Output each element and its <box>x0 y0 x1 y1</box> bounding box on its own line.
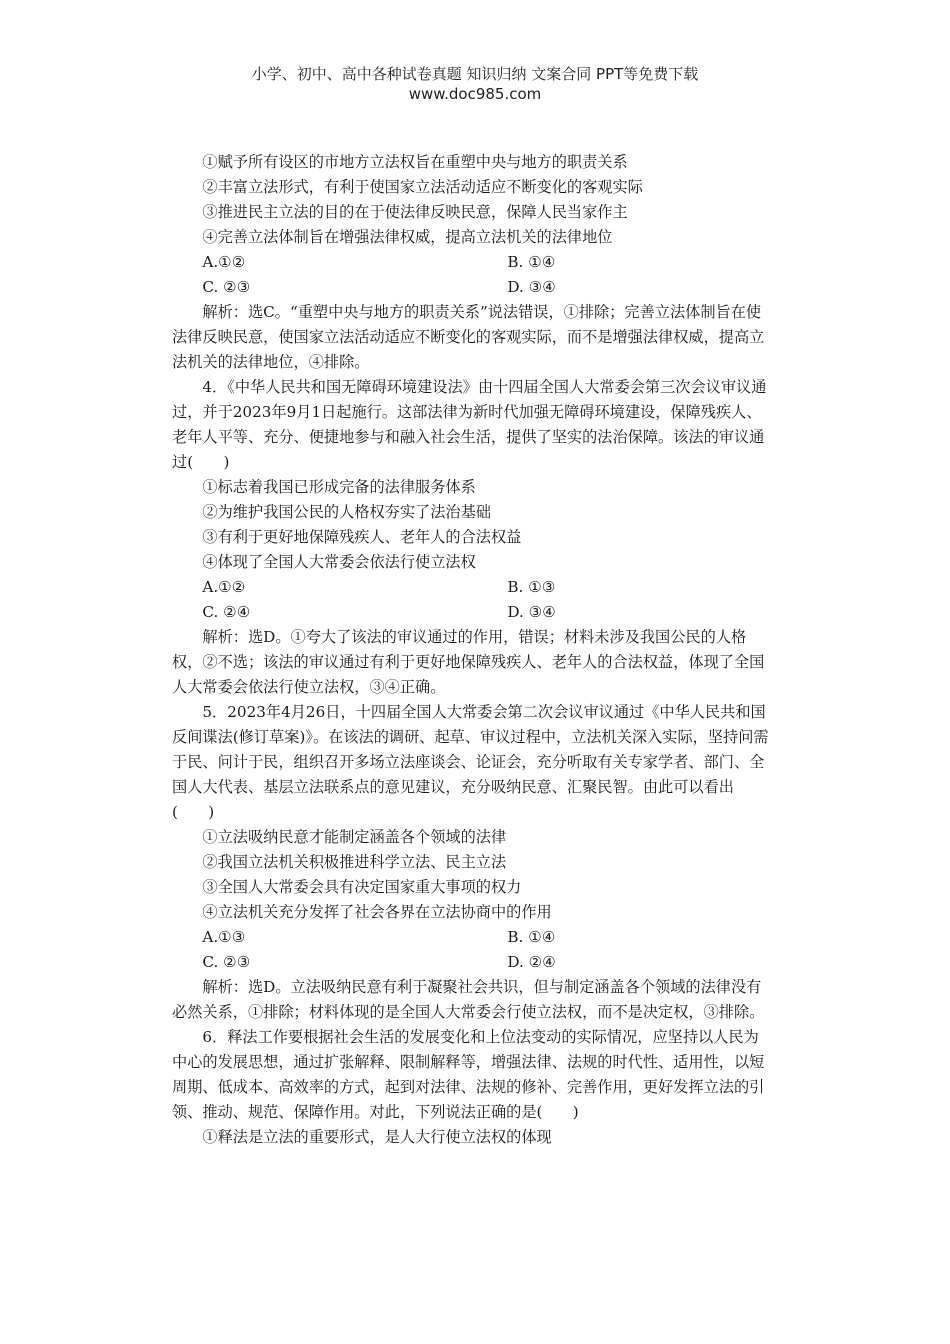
q3-option-1: ①赋予所有设区的市地方立法权旨在重塑中央与地方的职责关系 <box>202 153 628 171</box>
document-body <box>172 150 772 1150</box>
question-4 <box>172 375 772 700</box>
q5-choices-row-1 <box>172 925 772 950</box>
header-site-url: www.doc985.com <box>408 85 542 103</box>
q5-choices-row-2 <box>172 950 772 975</box>
q4-choice-b: B. ①③ <box>507 578 556 596</box>
question-3 <box>172 150 772 375</box>
q3-choice-c: C. ②③ <box>202 278 251 296</box>
q4-option-1: ①标志着我国已形成完备的法律服务体系 <box>202 478 476 496</box>
q4-choices-row-1 <box>172 575 772 600</box>
q5-option-2: ②我国立法机关积极推进科学立法、民主立法 <box>202 853 507 871</box>
q5-choice-b: B. ①④ <box>507 928 556 946</box>
q5-analysis: 解析：选D。立法吸纳民意有利于凝聚社会共识，但与制定涵盖各个领域的法律没有必然关系，①排除；材料体现的是全国人大常委会行使立法权，而不是决定权，③排除。 <box>172 978 765 1021</box>
q3-analysis: 解析：选C。“重塑中央与地方的职责关系”说法错误，①排除；完善立法体制旨在使法律反映民意，使国家立法活动适应不断变化的客观实际，而不是增强法律权威，提高立法机关的法律地位，④排除。 <box>172 303 765 371</box>
q5-choice-c: C. ②③ <box>202 953 251 971</box>
q4-option-2: ②为维护我国公民的人格权夯实了法治基础 <box>202 503 491 521</box>
q4-option-3: ③有利于更好地保障残疾人、老年人的合法权益 <box>202 528 522 546</box>
q5-option-4: ④立法机关充分发挥了社会各界在立法协商中的作用 <box>202 903 552 921</box>
q3-option-2: ②丰富立法形式，有利于使国家立法活动适应不断变化的客观实际 <box>202 178 643 196</box>
q4-choices-row-2 <box>172 600 772 625</box>
q3-choice-d: D. ③④ <box>507 278 556 296</box>
q3-choices-row-2 <box>172 275 772 300</box>
q4-choice-d: D. ③④ <box>507 603 556 621</box>
q3-choice-b: B. ①④ <box>507 253 556 271</box>
q4-option-4: ④体现了全国人大常委会依法行使立法权 <box>202 553 476 571</box>
q3-option-3: ③推进民主立法的目的在于使法律反映民意，保障人民当家作主 <box>202 203 628 221</box>
q5-option-1: ①立法吸纳民意才能制定涵盖各个领域的法律 <box>202 828 507 846</box>
question-6 <box>172 1025 772 1150</box>
q5-choice-d: D. ②④ <box>507 953 556 971</box>
q3-option-4: ④完善立法体制旨在增强法律权威，提高立法机关的法律地位 <box>202 228 613 246</box>
q6-stem: 6．释法工作要根据社会生活的发展变化和上位法变动的实际情况，应坚持以人民为中心的发展思想，通过扩张解释、限制解释等，增强法律、法规的时代性、适用性，以短周期、低成本、高效率的方式，起到对法律、法规的修补、完善作用，更好发挥立法的引领、推动、规范、保障作用。对此，下列说法正确的是( ) <box>172 1028 765 1121</box>
page-header <box>0 64 950 104</box>
q5-option-3: ③全国人大常委会具有决定国家重大事项的权力 <box>202 878 522 896</box>
q4-analysis: 解析：选D。①夸大了该法的审议通过的作用，错误；材料未涉及我国公民的人格权，②不选；该法的审议通过有利于更好地保障残疾人、老年人的合法权益，体现了全国人大常委会依法行使立法权，③④正确。 <box>172 628 765 696</box>
q3-choices-row-1 <box>172 250 772 275</box>
q3-choice-a: A.①② <box>202 253 246 271</box>
header-site-promo: 小学、初中、高中各种试卷真题 知识归纳 文案合同 PPT等免费下载 <box>251 65 699 83</box>
question-5 <box>172 700 772 1025</box>
q5-stem: 5．2023年4月26日，十四届全国人大常委会第二次会议审议通过《中华人民共和国反间谍法(修订草案)》。在该法的调研、起草、审议过程中，立法机关深入实际，坚持问需于民、问计于民，组织召开多场立法座谈会、论证会，充分听取有关专家学者、部门、全国人大代表、基层立法联系点的意见建议，充分吸纳民意、汇聚民智。由此可以看出( ) <box>172 703 769 821</box>
q5-choice-a: A.①③ <box>202 928 246 946</box>
q4-choice-c: C. ②④ <box>202 603 251 621</box>
q4-stem: 4．《中华人民共和国无障碍环境建设法》由十四届全国人大常委会第三次会议审议通过，并于2023年9月1日起施行。这部法律为新时代加强无障碍环境建设，保障残疾人、老年人平等、充分、便捷地参与和融入社会生活，提供了坚实的法治保障。该法的审议通过( ) <box>172 378 767 471</box>
q4-choice-a: A.①② <box>202 578 246 596</box>
q6-option-1: ①释法是立法的重要形式，是人大行使立法权的体现 <box>202 1128 552 1146</box>
